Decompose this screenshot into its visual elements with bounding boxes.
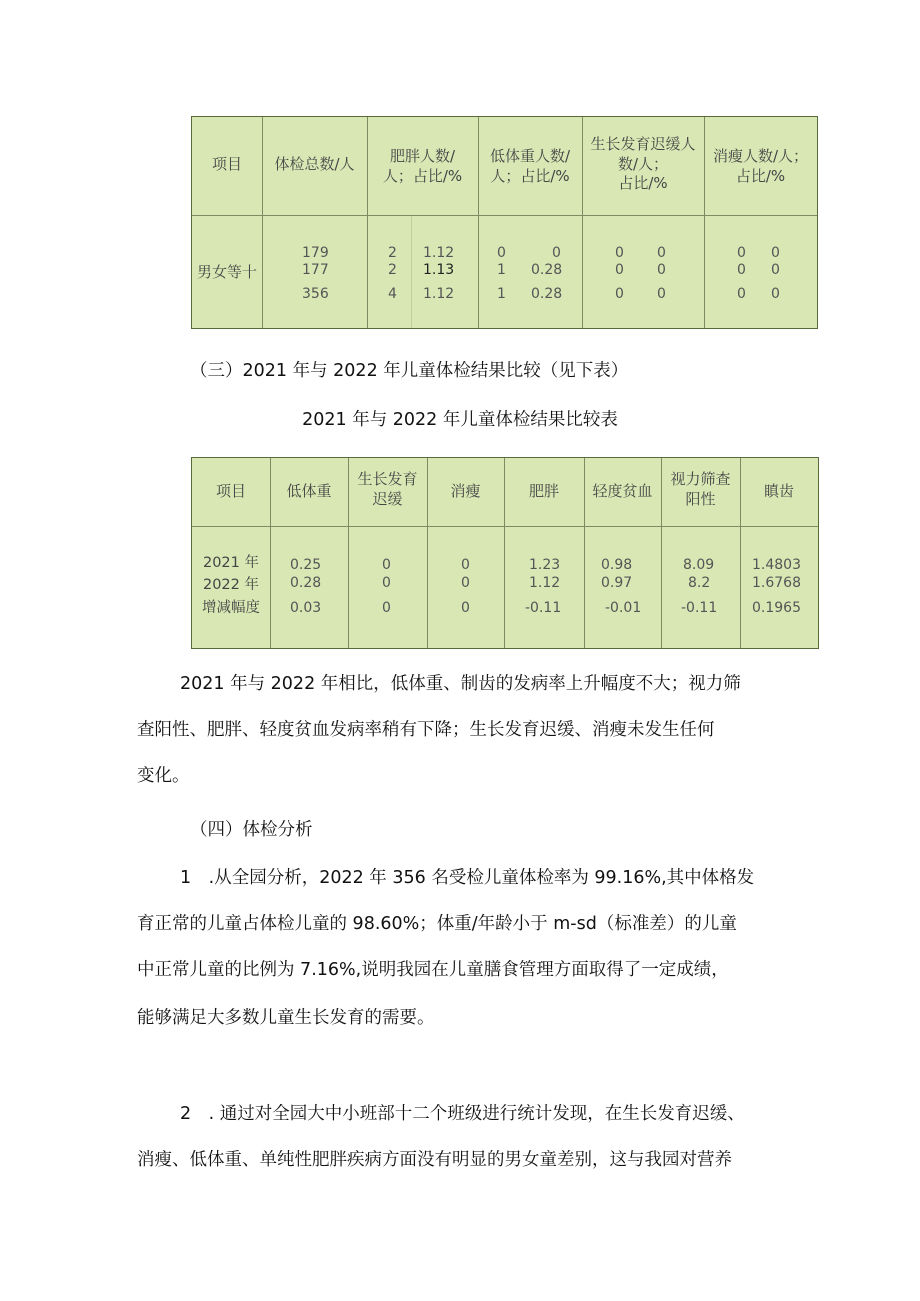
header-underweight: 低体重人数/ 人；占比/% (489, 147, 571, 185)
t1-r2-wasting-pct: 0 (771, 262, 780, 278)
t1-r2-uw-n: 1 (497, 262, 506, 278)
t2-r1-caries: 1.4803 (752, 557, 801, 573)
t2-r2-delay: 0 (382, 575, 391, 591)
t1-r2-obese-n: 2 (388, 262, 397, 278)
para3-line-1: 2 . 通过对全园大中小班部十二个班级进行统计发现，在生长发育迟缓、 (180, 1104, 745, 1124)
header-delay: 生长发育迟缓人 数/人； 占比/% (590, 135, 696, 192)
para2-line-3: 中正常儿童的比例为 7.16%,说明我园在儿童膳食管理方面取得了一定成绩， (137, 960, 729, 980)
t2-r1-obese: 1.23 (529, 557, 561, 573)
para1-line-1: 2021 年与 2022 年相比，低体重、制齿的发病率上升幅度不大；视力筛 (180, 674, 741, 694)
header-wasting: 消瘦人数/人； 占比/% (712, 147, 809, 185)
t1-r1-delay-n: 0 (615, 245, 624, 261)
section-3-heading: （三）2021 年与 2022 年儿童体检结果比较（见下表） (190, 361, 629, 381)
t2-r3-anemia: -0.01 (605, 600, 642, 616)
t2-header-obese: 肥胖 (528, 482, 559, 500)
t1-r3-obese-n: 4 (388, 286, 397, 302)
t2-r2-obese: 1.12 (529, 575, 561, 591)
t2-r3-obese: -0.11 (525, 600, 562, 616)
table-divider (192, 215, 817, 216)
para1-line-2: 查阳性、肥胖、轻度贫血发病率稍有下降；生长发育迟缓、消瘦未发生任何 (137, 720, 715, 740)
para2-line-1: 1 .从全园分析，2022 年 356 名受检儿童体检率为 99.16%,其中体格发 (180, 868, 755, 888)
table-2 (191, 457, 819, 649)
t2-r1-underweight: 0.25 (290, 557, 322, 573)
t2-r3-caries: 0.1965 (752, 600, 801, 616)
t1-r3-obese-pct: 1.12 (423, 286, 455, 302)
t1-r2-delay-n: 0 (615, 262, 624, 278)
t1-r1-delay-pct: 0 (657, 245, 666, 261)
t1-r1-obese-pct: 1.12 (423, 245, 455, 261)
header-item: 项目 (211, 155, 242, 173)
t1-r1-uw-n: 0 (497, 245, 506, 261)
t1-r3-wasting-n: 0 (737, 286, 746, 302)
t2-r3-underweight: 0.03 (290, 600, 322, 616)
t2-r2-underweight: 0.28 (290, 575, 322, 591)
t1-r1-total: 179 (302, 245, 329, 261)
t2-header-wasting: 消瘦 (450, 482, 481, 500)
t2-r2-caries: 1.6768 (752, 575, 801, 591)
t2-r2-vision: 8.2 (688, 575, 711, 591)
table-1 (191, 116, 818, 329)
t1-r2-total: 177 (302, 262, 329, 278)
t2-r3-wasting: 0 (461, 600, 470, 616)
t1-r1-wasting-pct: 0 (771, 245, 780, 261)
table-divider (192, 526, 818, 527)
header-total: 体检总数/人 (274, 155, 355, 173)
t1-r3-uw-n: 1 (497, 286, 506, 302)
t2-r2-wasting: 0 (461, 575, 470, 591)
t1-r2-wasting-n: 0 (737, 262, 746, 278)
header-obese: 肥胖人数/ 人；占比/% (382, 147, 463, 185)
t1-r3-delay-n: 0 (615, 286, 624, 302)
t1-r2-obese-pct: 1.13 (423, 262, 455, 278)
t2-row-label-2022: 2022 年 (202, 577, 259, 593)
t1-r3-delay-pct: 0 (657, 286, 666, 302)
para2-line-2: 育正常的儿童占体检儿童的 98.60%；体重/年龄小于 m-sd（标准差）的儿童 (137, 914, 737, 934)
t1-r1-uw-pct: 0 (552, 245, 561, 261)
t1-r3-wasting-pct: 0 (771, 286, 780, 302)
para2-line-4: 能够满足大多数儿童生长发育的需要。 (137, 1008, 435, 1028)
para3-line-2: 消瘦、低体重、单纯性肥胖疾病方面没有明显的男女童差别，这与我园对营养 (137, 1150, 732, 1170)
row-label: 男女等十 (196, 263, 257, 281)
t1-r2-uw-pct: 0.28 (531, 262, 563, 278)
t2-header-underweight: 低体重 (286, 482, 332, 500)
t2-header-anemia: 轻度贫血 (592, 482, 653, 500)
t1-r1-obese-n: 2 (388, 245, 397, 261)
table-2-title: 2021 年与 2022 年儿童体检结果比较表 (302, 410, 618, 430)
t1-r3-total: 356 (302, 286, 329, 302)
t2-row-label-2021: 2021 年 (202, 555, 259, 571)
t1-r1-wasting-n: 0 (737, 245, 746, 261)
section-4-heading: （四）体检分析 (190, 820, 313, 840)
t2-header-delay: 生长发育 迟缓 (357, 470, 418, 508)
t2-r3-vision: -0.11 (681, 600, 718, 616)
table-divider (262, 117, 263, 328)
t2-r2-anemia: 0.97 (601, 575, 633, 591)
t2-header-caries: 瞋齿 (763, 482, 794, 500)
t1-r2-delay-pct: 0 (657, 262, 666, 278)
t2-header-vision: 视力筛查 阳性 (670, 470, 731, 508)
t2-r1-anemia: 0.98 (601, 557, 633, 573)
t2-row-label-change: 增减幅度 (202, 600, 260, 616)
para1-line-3: 变化。 (137, 766, 190, 786)
t2-r1-vision: 8.09 (683, 557, 715, 573)
t2-r1-wasting: 0 (461, 557, 470, 573)
t2-header-item: 项目 (215, 482, 246, 500)
t2-r1-delay: 0 (382, 557, 391, 573)
t1-r3-uw-pct: 0.28 (531, 286, 563, 302)
t2-r3-delay: 0 (382, 600, 391, 616)
table-divider (411, 215, 412, 328)
